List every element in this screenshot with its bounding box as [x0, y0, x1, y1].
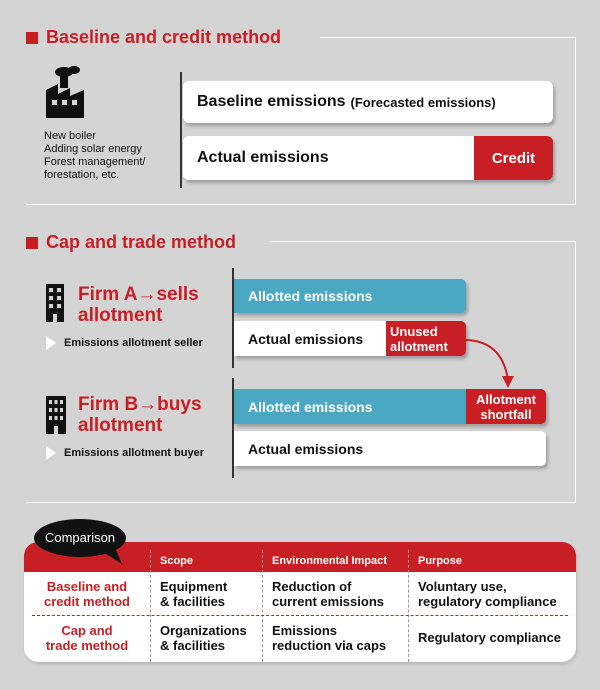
activity-item: Forest management/ [44, 156, 146, 168]
credit-label: Credit [491, 149, 536, 167]
cell-line: trade method [45, 638, 129, 653]
cell-line: Emissions [272, 623, 338, 638]
firm-a-title-line: allotment [78, 305, 163, 326]
baseline-label: Baseline emissions [197, 93, 346, 110]
row-impact [272, 579, 384, 609]
allotted-label: Allotted emissions [248, 398, 373, 415]
firm-b-actual-bar [234, 431, 546, 466]
activity-list [44, 130, 146, 182]
header-scope: Scope [160, 555, 194, 567]
row-impact [272, 623, 386, 653]
transfer-arrow-icon [462, 334, 522, 390]
column-divider [262, 550, 264, 662]
firm-a-actual-bar [234, 321, 466, 356]
firm-b-title-line: allotment [78, 415, 163, 436]
comparison-bubble-text: Comparison [44, 530, 116, 545]
column-divider [408, 550, 410, 662]
row-method [24, 579, 150, 609]
row-purpose [418, 579, 557, 609]
cell-line: Cap and [61, 623, 113, 638]
row-purpose [418, 630, 561, 645]
credit-segment [474, 136, 553, 180]
allotted-label: Allotted emissions [248, 288, 373, 304]
factory-icon [44, 66, 86, 118]
cell-line: Organizations [160, 623, 247, 638]
cell-line: & facilities [160, 594, 226, 609]
firm-a-allotted-bar [234, 279, 466, 313]
firm-a-title-line: Firm A→sells [78, 284, 199, 305]
cell-line: Reduction of [272, 579, 352, 594]
actual-emissions-bar [183, 136, 553, 180]
building-icon [44, 284, 66, 322]
triangle-bullet-icon [46, 336, 56, 350]
firm-b-title [78, 394, 202, 436]
firm-b-allotted-bar [234, 389, 466, 424]
axis-line [180, 72, 182, 188]
firm-b-role [46, 446, 204, 460]
frame-top-line [320, 37, 576, 38]
unused-allotment-segment [386, 321, 466, 356]
baseline-note: (Forecasted emissions) [350, 94, 496, 110]
comparison-bubble [30, 516, 134, 566]
cell-line: regulatory compliance [418, 594, 557, 609]
cell-line: Baseline and [46, 579, 128, 594]
firm-a-title [78, 284, 199, 326]
shortfall-label-line: shortfall [480, 407, 532, 422]
triangle-bullet-icon [46, 446, 56, 460]
actual-label: Actual emissions [197, 149, 329, 166]
frame-top-line [270, 241, 576, 242]
cell-line: & facilities [160, 638, 226, 653]
cell-line: reduction via caps [272, 638, 387, 653]
firm-a-role-text: Emissions allotment seller [64, 337, 203, 349]
cell-line: current emissions [272, 594, 384, 609]
building-icon [44, 396, 68, 434]
allotment-shortfall-segment [466, 389, 546, 424]
section-title-text: Cap and trade method [46, 232, 237, 252]
actual-label: Actual emissions [248, 330, 364, 347]
row-method [24, 623, 150, 653]
cell-line: Voluntary use, [418, 579, 507, 594]
firm-b-role-text: Emissions allotment buyer [64, 447, 204, 459]
unused-label-line: Unused [390, 324, 438, 339]
cell-line: Regulatory compliance [418, 630, 562, 645]
row-scope [160, 579, 227, 609]
activity-item: forestation, etc. [44, 169, 120, 181]
shortfall-label-line: Allotment [476, 392, 536, 407]
header-impact: Environmental Impact [272, 555, 387, 567]
header-purpose: Purpose [418, 555, 463, 567]
actual-label: Actual emissions [248, 440, 364, 457]
column-divider [150, 550, 152, 662]
row-divider [32, 615, 568, 616]
activity-item: Adding solar energy [44, 143, 142, 155]
firm-a-role [46, 336, 203, 350]
cell-line: Equipment [160, 579, 228, 594]
row-scope [160, 623, 247, 653]
activity-item: New boiler [44, 130, 96, 142]
baseline-emissions-bar [183, 81, 553, 123]
firm-b-title-line: Firm B→buys [78, 394, 202, 415]
section-title-text: Baseline and credit method [46, 27, 282, 47]
unused-label-line: allotment [390, 339, 448, 354]
cell-line: credit method [44, 594, 130, 609]
